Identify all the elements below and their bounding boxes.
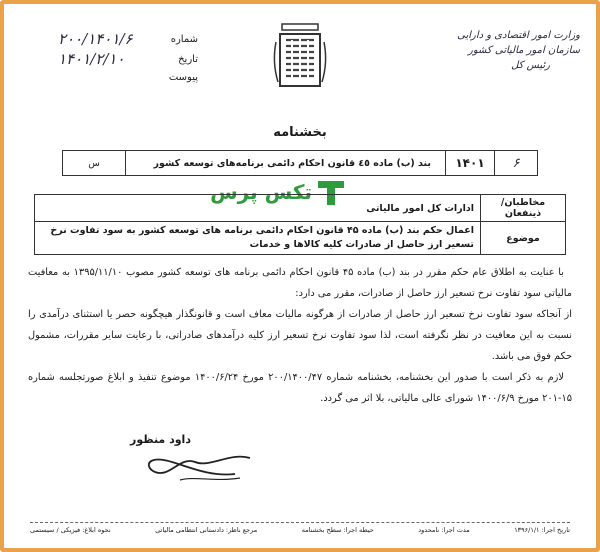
circular-number: ۶: [495, 151, 538, 176]
footer-item: تاریخ اجرا: ۱۳۹۶/۱/۱: [514, 526, 570, 534]
number-value: ۲۰۰/۱۴۰۱/۶: [58, 30, 133, 48]
page-title: بخشنامه: [273, 125, 327, 140]
footer-item: حیطه اجرا: سطح بخشنامه: [301, 526, 374, 534]
emblem-logo: [270, 22, 330, 90]
circular-header-table: [62, 150, 538, 176]
letter-body: [28, 262, 572, 409]
ministry-line: رئیس کل: [511, 60, 550, 71]
signatory-name: داود منظور: [130, 433, 191, 446]
ministry-line: وزارت امور اقتصادی و دارایی: [457, 30, 580, 41]
footer-item: مدت اجرا: نامحدود: [418, 526, 470, 534]
circular-code: س: [63, 151, 126, 176]
footer-divider: [30, 522, 570, 523]
circular-year: ۱۴۰۱: [446, 151, 495, 176]
recipients-value: ادارات کل امور مالیاتی: [35, 195, 481, 222]
subject-label: موضوع: [481, 222, 566, 255]
recipients-label: مخاطبان/ذینفعان: [481, 195, 566, 222]
body-paragraph: با عنایت به اطلاق عام حکم مقرر در بند (ب) ماده ۴۵ قانون احکام دائمی برنامه های توسعه کشور مصوب ۱۳۹۵/۱۱/۱۰ به معافیت مالیاتی سود تفاوت نرخ تسعیر ارز حاصل از صادرات، مقرر می دارد:: [28, 267, 572, 299]
circular-subject: بند (ب) ماده ٤٥ قانون احکام دائمی برنامه‌های توسعه کشور: [126, 151, 446, 176]
body-paragraph: لازم به ذکر است با صدور این بخشنامه، بخشنامه شماره ۲۰۰/۱۴۰۰/۴۷ مورخ ۱۴۰۰/۶/۲۴ موضوع تنفیذ و ابلاغ صورتجلسه شماره ۱۵-۲۰۱ مورخ ۱۴۰۰/۶/۹ شورای عالی مالیاتی، بلا اثر می گردد.: [28, 372, 572, 404]
ministry-header: [440, 28, 580, 73]
footer-item: مرجع ناظر: دادستانی انتظامی مالیاتی: [155, 526, 258, 534]
body-paragraph: از آنجاکه سود تفاوت نرخ تسعیر ارز حاصل از صادرات از هرگونه مالیات معاف است و قانونگذار هیچگونه حصر یا استثنای درآمدی را نسبت به این معافیت در نظر نگرفته است، لذا سود تفاوت نرخ تسعیر ارز کلیه درآمدهای صادراتی، با رعایت سایر مقررات، مشمول حکم فوق می باشد.: [28, 309, 572, 362]
date-label: تاریخ: [178, 54, 198, 65]
recipients-table: [34, 194, 566, 255]
signature-scribble: [140, 448, 260, 486]
watermark-text: تکس پرس: [210, 180, 312, 204]
footer: [30, 526, 570, 542]
footer-item: نحوه ابلاغ: فیزیکی / سیستمی: [30, 526, 111, 534]
number-label: شماره: [170, 34, 198, 45]
date-value: ۱۴۰۱/۲/۱۰: [58, 50, 125, 68]
attachment-label: پیوست: [168, 72, 198, 83]
subject-value: اعمال حکم بند (ب) ماده ۴۵ قانون احکام دائمی برنامه های توسعه کشور به سود تفاوت نرخ تسعیر ارز حاصل از صادرات کلیه کالاها و خدمات: [35, 222, 481, 255]
ministry-line: سازمان امور مالیاتی کشور: [468, 45, 580, 56]
